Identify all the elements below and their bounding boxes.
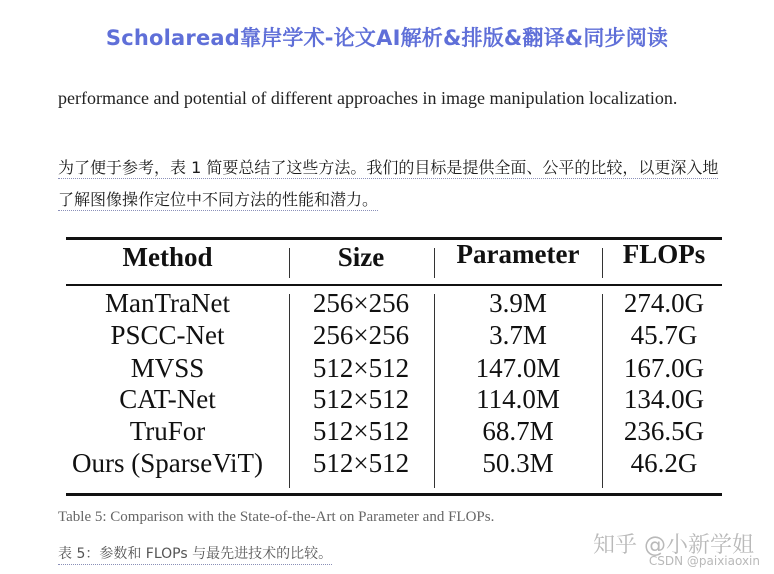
- header-method: Method: [122, 242, 213, 272]
- header-separator: [289, 248, 290, 278]
- scholaread-banner: Scholaread靠岸学术-论文AI解析&排版&翻译&同步阅读: [105, 26, 669, 50]
- chinese-paragraph: [58, 152, 728, 216]
- column-separator: [434, 294, 435, 488]
- cell-method: TruFor: [129, 416, 206, 446]
- cell-parameter: 147.0M: [475, 353, 561, 383]
- cell-parameter: 3.9M: [489, 288, 547, 318]
- header-flops: FLOPs: [622, 239, 706, 269]
- cell-flops: 46.2G: [630, 448, 698, 478]
- cell-method: ManTraNet: [105, 288, 230, 318]
- english-paragraph: performance and potential of different approaches in image manipulation localization.: [58, 88, 678, 108]
- cell-flops: 236.5G: [623, 416, 705, 446]
- table-bottom-rule: [66, 493, 722, 496]
- cell-parameter: 114.0M: [476, 384, 560, 414]
- header-separator: [434, 248, 435, 278]
- cell-size: 512×512: [312, 384, 410, 414]
- cell-parameter: 3.7M: [489, 320, 547, 350]
- cell-flops: 134.0G: [623, 384, 705, 414]
- cell-size: 512×512: [312, 353, 410, 383]
- header-separator: [602, 248, 603, 278]
- column-separator: [602, 294, 603, 488]
- table-caption-zh: 表 5：参数和 FLOPs 与最先进技术的比较。: [58, 543, 332, 565]
- column-separator: [289, 294, 290, 488]
- cell-flops: 274.0G: [623, 288, 705, 318]
- cell-method: MVSS: [130, 353, 205, 383]
- chinese-paragraph-text: 为了便于参考，表 1 简要总结了这些方法。我们的目标是提供全面、公平的比较，以更深入地了解图像操作定位中不同方法的性能和潜力。: [58, 158, 719, 209]
- cell-parameter: 68.7M: [482, 416, 554, 446]
- cell-flops: 45.7G: [630, 320, 698, 350]
- header-parameter: Parameter: [456, 239, 580, 269]
- header-size: Size: [337, 242, 385, 272]
- cell-parameter: 50.3M: [482, 448, 554, 478]
- cell-method: CAT-Net: [119, 384, 216, 414]
- cell-size: 256×256: [312, 320, 410, 350]
- cell-size: 256×256: [312, 288, 410, 318]
- table-header-rule: [66, 284, 722, 286]
- zhihu-watermark: 知乎 @小新学姐: [593, 533, 754, 558]
- cell-method: PSCC-Net: [110, 320, 225, 350]
- cell-method: Ours (SparseViT): [71, 448, 264, 478]
- csdn-watermark: CSDN @paixiaoxin: [648, 554, 760, 568]
- cell-flops: 167.0G: [623, 353, 705, 383]
- comparison-table: [66, 234, 722, 494]
- cell-size: 512×512: [312, 448, 410, 478]
- cell-size: 512×512: [312, 416, 410, 446]
- table-caption-en: Table 5: Comparison with the State-of-the-Art on Parameter and FLOPs.: [58, 509, 495, 525]
